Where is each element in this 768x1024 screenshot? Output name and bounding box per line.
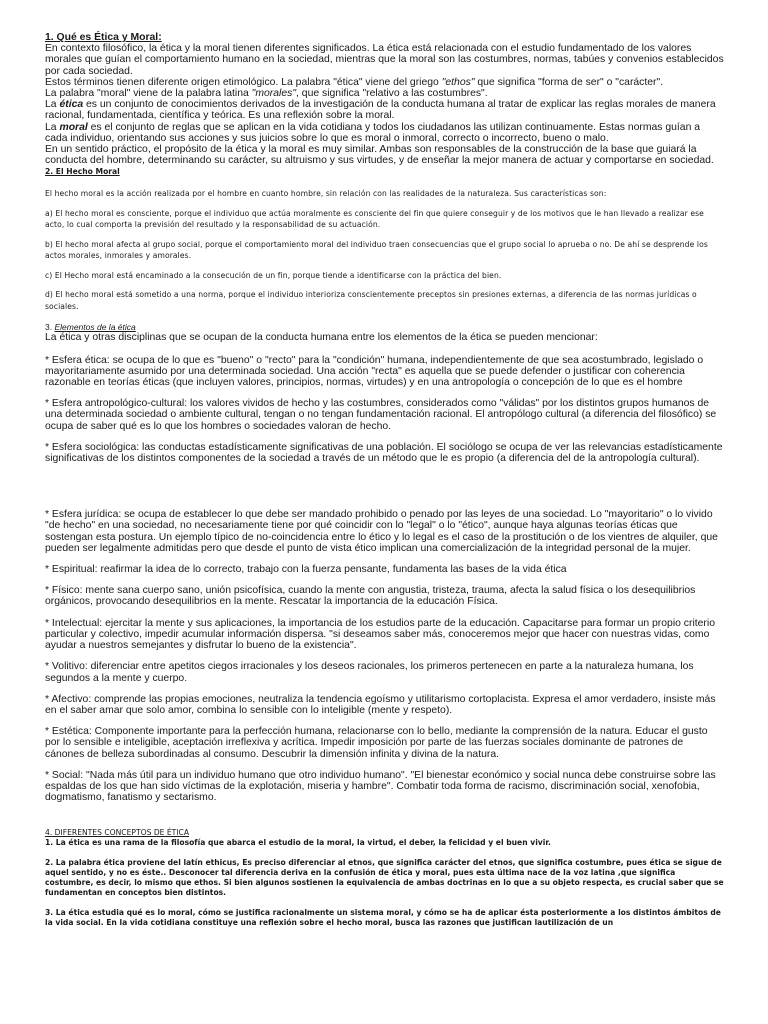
text: , que significa "relativo a las costumbres".	[296, 88, 488, 100]
paragraph	[45, 88, 724, 99]
list-item: * Esfera antropológico-cultural: los valores vividos de hecho y las costumbres, considerados como "válidas" por los distintos grupos humanos de una determinada sociedad o ambiente cultural, tengan o no tengan fundamentación racional. El antropólogo cultural (a diferencia del filosófico) se ocupa de saber qué es lo que los hombres o sociedades valoran de hecho.	[45, 398, 717, 432]
section-1-heading: 1. Qué es Ética y Moral:	[45, 32, 162, 43]
paragraph	[45, 122, 724, 144]
text: Estos términos tienen diferente origen etimológico. La palabra "ética" viene del griego	[45, 76, 439, 88]
section-4-heading: 4. DIFERENTES CONCEPTOS DE ÉTICA	[45, 828, 190, 838]
section-ethics-concepts	[45, 827, 724, 928]
list-item: * Espiritual: reafirmar la idea de lo correcto, trabajo con la fuerza pensante, fundamenta las bases de la vida ética	[45, 564, 567, 576]
list-item: * Volitivo: diferenciar entre apetitos ciegos irracionales y los deseos racionales, los primeros pertenecen en parte a la naturaleza humana, los segundos a la mente y cuerpo.	[45, 661, 694, 684]
term-moral: moral	[59, 121, 88, 133]
list-item: * Social: "Nada más útil para un individuo humano que otro individuo humano". "El bienestar económico y social nunca debe construirse sobre las espaldas de los que han sido víctimas de la explotación, miseria y hambre". Combatir toda forma de racismo, discriminación social, xenofobia, dogmatismo, fanatismo y sectarismo.	[45, 769, 716, 804]
characteristic-b: b) El hecho moral afecta al grupo social, porque el comportamiento moral del individuo traen consecuencias que el grupo social lo aprueba o no. De ahí se desprende los actos morales, inmorales y amorales.	[45, 239, 708, 261]
list-item: * Esfera jurídica: se ocupa de establecer lo que debe ser mandado prohibido o penado por las leyes de una sociedad. Lo "mayoritario" o lo vivido "de hecho" en una sociedad, no necesariamente tiene por qué coincidir con lo "legal" o lo "ético", aunque haya algunas teorías éticas que sostengan esta postura. Un ejemplo típico de no-coincidencia entre lo ético y lo legal es el caso de la prostitución o de los vientres de alquiler, que pueden ser legalmente admitidas pero que desde el punto de vista ético implican una comercialización de la integridad personal de la mujer.	[45, 509, 718, 554]
concept-item: 2. La palabra ética proviene del latín ethicus, Es preciso diferenciar al etnos, que significa carácter del etnos, que significa costumbre, pues ética se sigue de aquel sentido, y no es éste.. Desconocer tal diferencia deriva en la confusión de ética y moral, pues esta última nace de la voz latina ,que significa costumbre, es decir, lo mismo que ethos. Si bien algunos sostienen la equivalencia de ambas doctrinas en lo que a su objeto respecta, es crucial saber que se fundamentan en conceptos bien distintos.	[45, 858, 724, 898]
text: que significa "forma de ser" o "carácter".	[477, 76, 664, 88]
list-item: * Esfera ética: se ocupa de lo que es "bueno" o "recto" para la "condición" humana, independientemente de que sea acostumbrado, legislado o mayoritariamente asumido por una determinada sociedad. Una acción "recta" es aquella que se puede defender o justificar con coherencia razonable en teorías éticas (que incluyen valores, principios, normas, virtudes) y en una antropología o concepción de lo que es el hombre	[45, 354, 704, 389]
list-item: * Físico: mente sana cuerpo sano, unión psicofísica, cuando la mente con angustia, tristeza, trauma, afecta la salud física o los desequilibrios orgánicos, provocando desequilibrios en la mente. Rescatar la importancia de la educación Física.	[45, 585, 696, 608]
text: La	[45, 121, 57, 133]
paragraph: En contexto filosófico, la ética y la moral tienen diferentes significados. La ética está relacionada con el estudio fundamentado de los valores morales que guían el comportamiento humano en la sociedad, mientras que la moral son las costumbres, normas, tabúes y convenios establecidos por cada sociedad.	[45, 43, 724, 77]
paragraph: La ética y otras disciplinas que se ocupan de la conducta humana entre los elementos de la ética se pueden mencionar:	[45, 332, 598, 344]
list-item: * Afectivo: comprende las propias emociones, neutraliza la tendencia egoísmo y utilitarismo cortoplacista. Expresa el amor verdadero, insiste más en el saber amar que solo amor, combina lo sensible con lo inteligible (mente y respeto).	[45, 693, 716, 716]
term-morales: "morales"	[251, 88, 297, 100]
paragraph: El hecho moral es la acción realizada por el hombre en cuanto hombre, sin relación con las realidades de la naturaleza. Sus características son:	[45, 189, 607, 199]
concept-item: 3. La ética estudia qué es lo moral, cómo se justifica racionalmente un sistema moral, y cómo se ha de aplicar ésta posteriormente a los distintos ámbitos de la vida social. En la vida cotidiana constituye una reflexión sobre el hecho moral, busca las razones que justifican lautilización de un	[45, 908, 721, 928]
section-moral-fact	[45, 166, 724, 312]
term-etica: ética	[59, 99, 84, 111]
paragraph: En un sentido práctico, el propósito de la ética y la moral es muy similar. Ambas son responsables de la construcción de la base que guiará la conducta del hombre, determinando su carácter, su altruismo y sus virtudes, y de enseñar la mejor manera de actuar y comportarse en sociedad.	[45, 144, 714, 167]
term-ethos: "ethos"	[441, 76, 475, 88]
heading-text: Elementos de la ética	[54, 322, 136, 333]
list-item: * Intelectual: ejercitar la mente y sus aplicaciones, la importancia de los estudios parte de la educación. Capacitarse para formar un propio criterio particular y colectivo, impedir acumular información dispersa. "si deseamos saber más, conoceremos mejor que hacer con nuestras vidas, como ayudar a nuestros semejantes y disfrutar lo bueno de la existencia".	[45, 617, 715, 652]
section-what-is-ethics	[45, 32, 724, 166]
section-2-heading: 2. El Hecho Moral	[45, 167, 120, 177]
list-item: * Estética: Componente importante para la perfección humana, relacionarse con lo bello, mediante la comprensión de la natura. Educar el gusto por lo sensible e inteligible, aceptación irreflexiva y acrítica. Impedir imposición por parte de las fuerzas sociales dominante de patrones de cánones de belleza subordinadas al consumo. Descubrir la dimensión infinita y divina de la natura.	[45, 726, 708, 760]
text: es un conjunto de conocimientos derivados de la investigación de la conducta humana al tratar de explicar las reglas morales de manera racional, fundamentada, científica y teórica. Es una reflexión sobre la moral.	[45, 99, 716, 122]
concept-item: 1. La ética es una rama de la filosofía que abarca el estudio de la moral, la virtud, el deber, la felicidad y el buen vivir.	[45, 838, 551, 848]
characteristic-c: c) El Hecho moral está encaminado a la consecución de un fin, porque tiende a identificarse con la práctica del bien.	[45, 270, 502, 280]
text: La	[45, 99, 57, 111]
list-item: * Esfera sociológica: las conductas estadísticamente significativas de una población. El sociólogo se ocupa de ver las relevancias estadísticamente significativas de los distintos componentes de la sociedad a través de un método que le es propio (a diferencia del de la antropología cultural).	[45, 441, 723, 465]
paragraph	[45, 99, 724, 121]
section-elements-of-ethics	[45, 322, 724, 803]
characteristic-a: a) El hecho moral es consciente, porque el individuo que actúa moralmente es consciente del fin que quiere conseguir y de los motivos que le han llevado a realizar ese acto, lo cual comporta la previsión del resultado y la responsabilidad de su actuación.	[45, 208, 704, 230]
paragraph	[45, 77, 724, 88]
text: La palabra "moral" viene de la palabra latina	[45, 88, 249, 100]
section-3-heading	[45, 322, 724, 332]
characteristic-d: d) El hecho moral está sometido a una norma, porque el individuo interioriza conscientemente preceptos sin presiones externas, a diferencia de las normas jurídicas o sociales.	[45, 290, 697, 311]
heading-number: 3.	[45, 322, 53, 333]
text: es el conjunto de reglas que se aplican en la vida cotidiana y todos los ciudadanos las utilizan continuamente. Estas normas guían a cada individuo, orientando sus acciones y sus juicios sobre lo que es moral o inmoral, correcto o incorrecto, bueno o malo.	[45, 121, 701, 144]
